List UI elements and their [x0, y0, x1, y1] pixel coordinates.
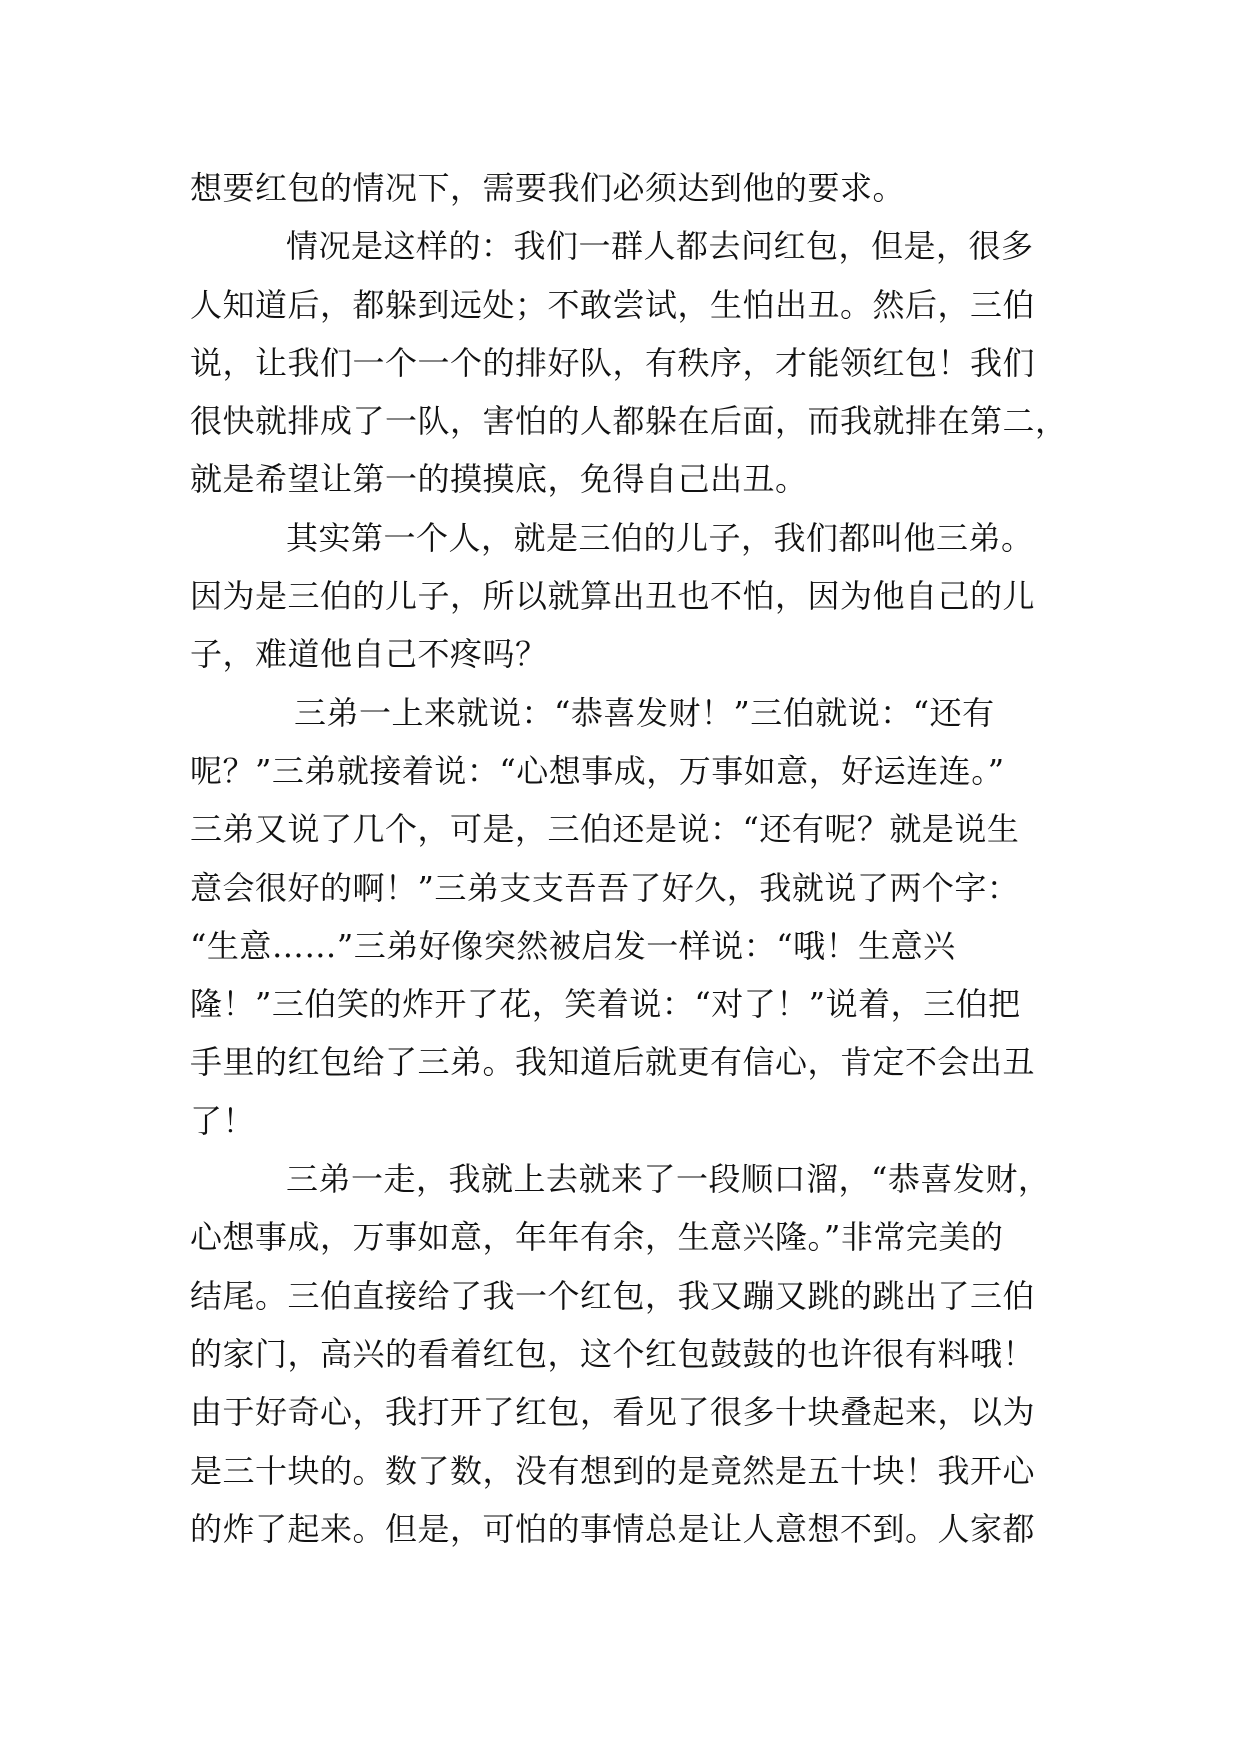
text-line: 三弟又说了几个，可是，三伯还是说：“还有呢？就是说生	[190, 810, 1020, 849]
text-line: 了！	[190, 1101, 256, 1140]
text-line: 很快就排成了一队，害怕的人都躲在后面，而我就排在第二，	[190, 402, 1068, 441]
text-line: 意会很好的啊！”三弟支支吾吾了好久，我就说了两个字：	[190, 868, 1020, 907]
text-line: “生意……”三弟好像突然被启发一样说：“哦！生意兴	[190, 926, 956, 965]
text-line: 由于好奇心，我打开了红包，看见了很多十块叠起来，以为	[190, 1393, 1036, 1432]
text-line: 呢？”三弟就接着说：“心想事成，万事如意，好运连连。”	[190, 751, 1005, 790]
text-line: 手里的红包给了三弟。我知道后就更有信心，肯定不会出丑	[190, 1043, 1036, 1082]
text-line: 隆！”三伯笑的炸开了花，笑着说：“对了！”说着，三伯把	[190, 985, 1021, 1024]
text-line: 的家门，高兴的看着红包，这个红包鼓鼓的也许很有料哦！	[190, 1334, 1036, 1373]
document-body	[190, 159, 1068, 1558]
paragraph-start-line: 三弟一上来就说：“恭喜发财！”三伯就说：“还有	[294, 693, 995, 732]
text-line: 子，难道他自己不疼吗？	[190, 635, 548, 674]
paragraph-start-line: 其实第一个人，就是三伯的儿子，我们都叫他三弟。	[286, 518, 1034, 557]
text-line: 就是希望让第一的摸摸底，免得自己出丑。	[190, 460, 808, 499]
text-line: 心想事成，万事如意，年年有余，生意兴隆。”非常完美的	[190, 1218, 1004, 1257]
text-line: 是三十块的。数了数，没有想到的是竟然是五十块！我开心	[190, 1451, 1036, 1490]
text-line: 人知道后，都躲到远处；不敢尝试，生怕出丑。然后，三伯	[190, 285, 1036, 324]
text-line: 结尾。三伯直接给了我一个红包，我又蹦又跳的跳出了三伯	[190, 1276, 1036, 1315]
text-line: 因为是三伯的儿子，所以就算出丑也不怕，因为他自己的儿	[190, 577, 1036, 616]
paragraph-start-line: 三弟一走，我就上去就来了一段顺口溜，“恭喜发财，	[286, 1160, 1051, 1199]
text-line: 说，让我们一个一个的排好队，有秩序，才能领红包！我们	[190, 343, 1036, 382]
text-line: 的炸了起来。但是，可怕的事情总是让人意想不到。人家都	[190, 1509, 1036, 1548]
text-line: 想要红包的情况下，需要我们必须达到他的要求。	[190, 169, 906, 207]
paragraph-start-line: 情况是这样的：我们一群人都去问红包，但是，很多	[286, 227, 1034, 266]
